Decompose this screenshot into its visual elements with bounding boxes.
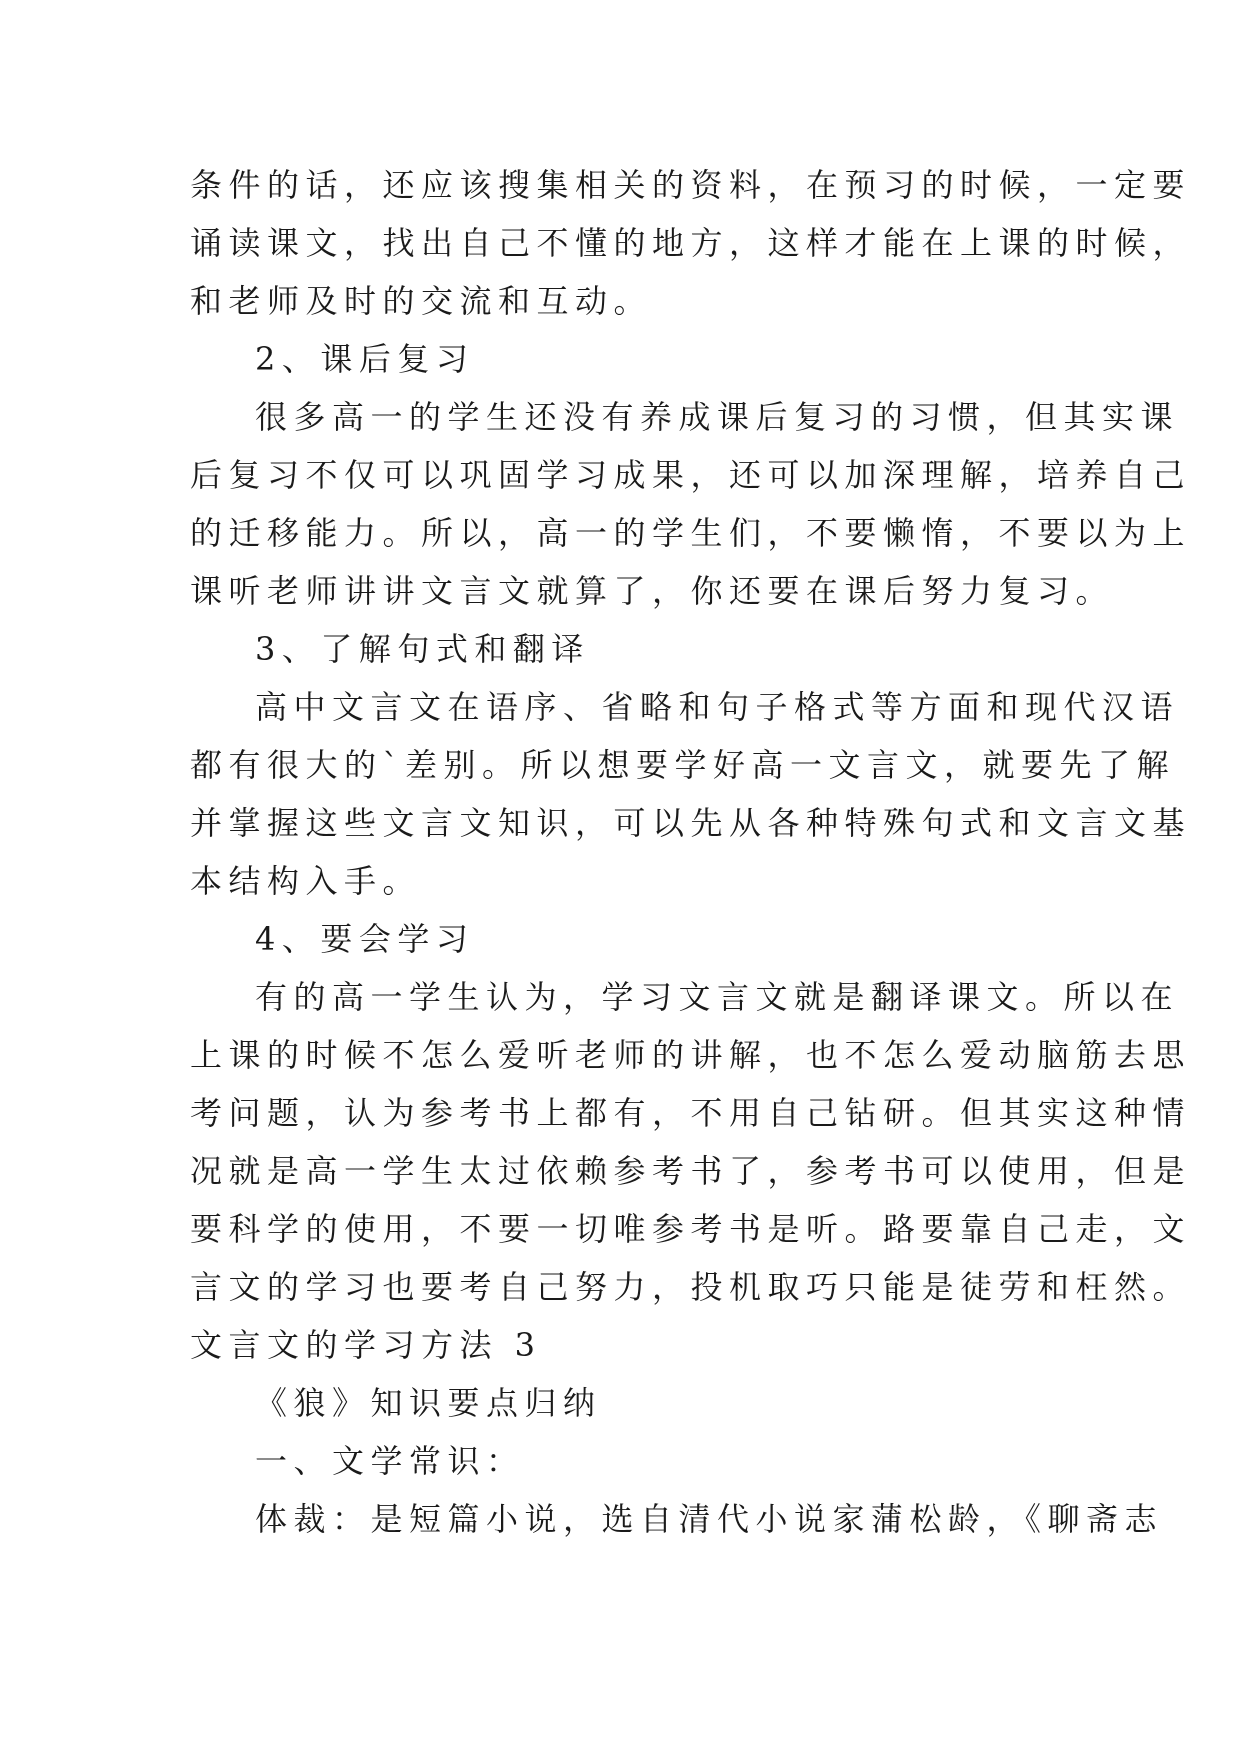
section-heading: 2、课后复习 [255, 340, 475, 378]
paragraph-line: 高中文言文在语序、省略和句子格式等方面和现代汉语 [255, 688, 1180, 726]
paragraph-line: 都有很大的`差别。所以想要学好高一文言文，就要先了解 [190, 746, 1176, 784]
paragraph-line: 很多高一的学生还没有养成课后复习的习惯，但其实课 [255, 398, 1180, 436]
paragraph-line: 况就是高一学生太过依赖参考书了，参考书可以使用，但是 [190, 1152, 1192, 1190]
paragraph-line: 本结构入手。 [190, 862, 422, 900]
paragraph-line: 和老师及时的交流和互动。 [190, 282, 653, 320]
paragraph-line: 言文的学习也要考自己努力，投机取巧只能是徒劳和枉然。 [190, 1268, 1192, 1306]
section-heading: 一、文学常识： [255, 1442, 525, 1480]
section-heading: 4、要会学习 [255, 920, 475, 958]
paragraph-line: 并掌握这些文言文知识，可以先从各种特殊句式和文言文基 [190, 804, 1192, 842]
paragraph-line: 要科学的使用，不要一切唯参考书是听。路要靠自己走，文 [190, 1210, 1192, 1248]
paragraph-line: 有的高一学生认为，学习文言文就是翻译课文。所以在 [255, 978, 1180, 1016]
paragraph-line: 考问题，认为参考书上都有，不用自己钻研。但其实这种情 [190, 1094, 1192, 1132]
paragraph-line: 体裁：是短篇小说，选自清代小说家蒲松龄，《聊斋志 [255, 1500, 1164, 1538]
paragraph-line: 的迁移能力。所以，高一的学生们，不要懒惰，不要以为上 [190, 514, 1192, 552]
section-heading: 《狼》知识要点归纳 [255, 1384, 602, 1422]
section-heading: 3、了解句式和翻译 [255, 630, 590, 668]
paragraph-line: 条件的话，还应该搜集相关的资料，在预习的时候，一定要 [190, 166, 1192, 204]
paragraph-line: 课听老师讲讲文言文就算了，你还要在课后努力复习。 [190, 572, 1115, 610]
section-title: 文言文的学习方法 3 [190, 1326, 542, 1364]
paragraph-line: 后复习不仅可以巩固学习成果，还可以加深理解，培养自己 [190, 456, 1192, 494]
paragraph-line: 上课的时候不怎么爱听老师的讲解，也不怎么爱动脑筋去思 [190, 1036, 1192, 1074]
paragraph-line: 诵读课文，找出自己不懂的地方，这样才能在上课的时候， [190, 224, 1192, 262]
